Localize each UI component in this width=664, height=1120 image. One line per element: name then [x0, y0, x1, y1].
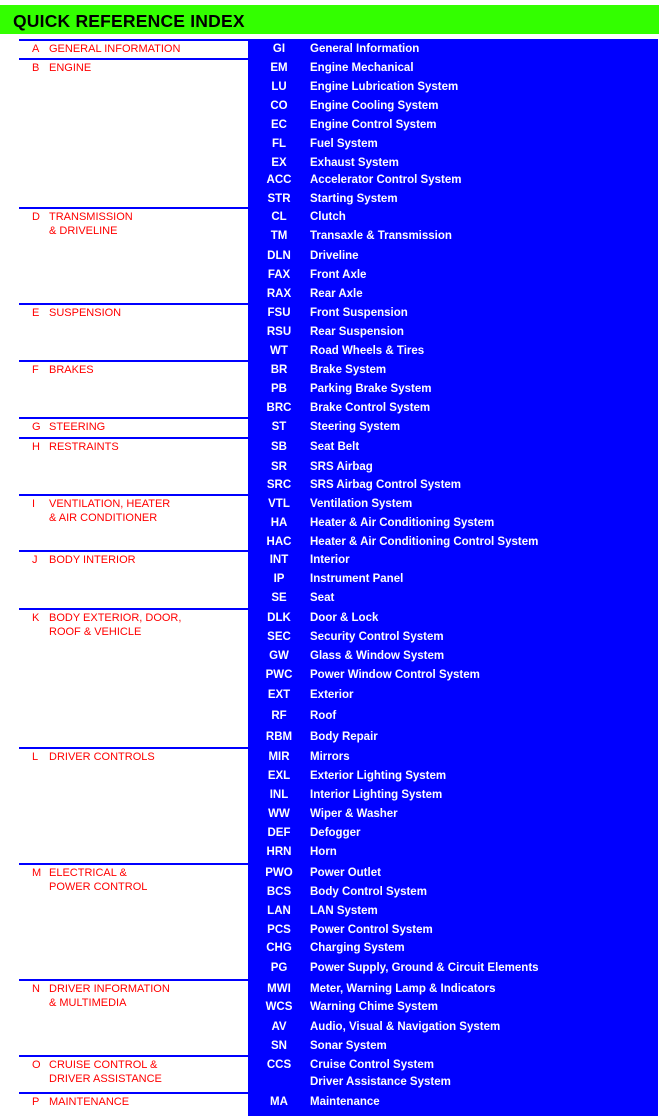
section-name[interactable]: ELECTRICAL & POWER CONTROL — [49, 867, 148, 893]
section-code[interactable]: EXL — [267, 770, 291, 782]
section-letter: D — [32, 211, 40, 223]
section-code[interactable]: ACC — [266, 174, 292, 186]
page-title: QUICK REFERENCE INDEX — [13, 11, 245, 31]
section-description[interactable]: Power Supply, Ground & Circuit Elements — [310, 962, 539, 974]
section-description[interactable]: Defogger — [310, 827, 361, 839]
section-letter: L — [32, 751, 39, 763]
section-description[interactable]: Parking Brake System — [310, 383, 432, 395]
section-name[interactable]: DRIVER INFORMATION & MULTIMEDIA — [49, 983, 170, 1009]
section-description[interactable]: Power Control System — [310, 924, 433, 936]
section-code[interactable]: CL — [271, 211, 287, 223]
section-description[interactable]: Horn — [310, 846, 337, 858]
section-code[interactable]: WCS — [265, 1001, 293, 1013]
section-description[interactable]: Audio, Visual & Navigation System — [310, 1021, 501, 1033]
section-code[interactable]: RF — [271, 710, 287, 722]
section-description[interactable]: Roof — [310, 710, 337, 722]
section-code[interactable]: DEF — [267, 827, 291, 839]
section-code[interactable]: IP — [273, 573, 285, 585]
section-name[interactable]: SUSPENSION — [49, 307, 122, 319]
section-description[interactable]: Engine Mechanical — [310, 62, 414, 74]
section-description[interactable]: Charging System — [310, 942, 405, 954]
section-description[interactable]: Heater & Air Conditioning Control System — [310, 536, 539, 548]
section-description[interactable]: Driver Assistance System — [310, 1076, 451, 1088]
section-description[interactable]: Sonar System — [310, 1040, 387, 1052]
section-name[interactable]: CRUISE CONTROL & DRIVER ASSISTANCE — [49, 1059, 162, 1085]
section-letter: F — [32, 364, 39, 376]
section-letter: K — [32, 612, 40, 624]
section-name[interactable]: GENERAL INFORMATION — [49, 43, 181, 55]
section-code[interactable]: FSU — [267, 307, 291, 319]
section-name[interactable]: BODY EXTERIOR, DOOR, ROOF & VEHICLE — [49, 612, 182, 638]
section-letter: N — [32, 983, 40, 995]
section-description[interactable]: Door & Lock — [310, 612, 379, 624]
section-description[interactable]: Power Outlet — [310, 867, 381, 879]
section-code[interactable]: SEC — [267, 631, 291, 643]
section-code[interactable]: RAX — [266, 288, 292, 300]
section-description[interactable]: Wiper & Washer — [310, 808, 398, 820]
section-code[interactable]: HA — [270, 517, 288, 529]
section-code[interactable]: PCS — [267, 924, 291, 936]
section-code[interactable]: SR — [271, 461, 287, 473]
section-code[interactable]: EXT — [267, 689, 291, 701]
section-letter: E — [32, 307, 40, 319]
section-code[interactable]: LAN — [267, 905, 291, 917]
section-description[interactable]: Rear Suspension — [310, 326, 404, 338]
section-letter: M — [32, 867, 42, 879]
section-code[interactable]: EC — [271, 119, 287, 131]
section-description[interactable]: Road Wheels & Tires — [310, 345, 425, 357]
section-description[interactable]: Engine Cooling System — [310, 100, 439, 112]
section-code[interactable]: STR — [267, 193, 291, 205]
section-code[interactable]: RSU — [266, 326, 292, 338]
section-description[interactable]: LAN System — [310, 905, 378, 917]
section-letter: P — [32, 1096, 40, 1108]
section-code[interactable]: INL — [269, 789, 289, 801]
section-description[interactable]: SRS Airbag Control System — [310, 479, 462, 491]
section-code[interactable]: MWI — [267, 983, 291, 995]
section-code[interactable]: MA — [270, 1096, 288, 1108]
section-description[interactable]: Maintenance — [310, 1096, 380, 1108]
section-description[interactable]: Brake Control System — [310, 402, 431, 414]
section-code[interactable]: FAX — [267, 269, 291, 281]
section-description[interactable]: Cruise Control System — [310, 1059, 434, 1071]
section-code[interactable]: AV — [271, 1021, 287, 1033]
section-code[interactable]: WW — [268, 808, 290, 820]
section-letter: A — [32, 43, 40, 55]
section-code[interactable]: DLK — [267, 612, 291, 624]
section-description[interactable]: Glass & Window System — [310, 650, 445, 662]
section-description[interactable]: Seat — [310, 592, 335, 604]
section-code[interactable]: FL — [271, 138, 287, 150]
section-description[interactable]: Engine Lubrication System — [310, 81, 459, 93]
section-letter: J — [32, 554, 38, 566]
section-name[interactable]: STEERING — [49, 421, 106, 433]
section-description[interactable]: Starting System — [310, 193, 398, 205]
section-code[interactable]: EM — [270, 62, 288, 74]
section-code[interactable]: ST — [271, 421, 287, 433]
section-description[interactable]: Instrument Panel — [310, 573, 404, 585]
section-code[interactable]: BR — [270, 364, 288, 376]
section-code[interactable]: PB — [271, 383, 287, 395]
section-description[interactable]: Security Control System — [310, 631, 444, 643]
section-description[interactable]: Body Control System — [310, 886, 427, 898]
section-code[interactable]: GW — [269, 650, 289, 662]
section-description[interactable]: Steering System — [310, 421, 401, 433]
section-description[interactable]: Engine Control System — [310, 119, 437, 131]
section-description[interactable]: Front Suspension — [310, 307, 408, 319]
section-name[interactable]: BRAKES — [49, 364, 94, 376]
section-code[interactable]: SRC — [266, 479, 292, 491]
section-code[interactable]: CCS — [266, 1059, 292, 1071]
section-description[interactable]: General Information — [310, 43, 420, 55]
section-code[interactable]: MIR — [268, 751, 290, 763]
section-description[interactable]: Interior Lighting System — [310, 789, 443, 801]
section-name[interactable]: VENTILATION, HEATER & AIR CONDITIONER — [49, 498, 171, 524]
section-description[interactable]: Exterior — [310, 689, 354, 701]
section-name[interactable]: BODY INTERIOR — [49, 554, 136, 566]
section-description[interactable]: Exterior Lighting System — [310, 770, 447, 782]
section-description[interactable]: Fuel System — [310, 138, 378, 150]
section-description[interactable]: Exhaust System — [310, 157, 399, 169]
section-code[interactable]: TM — [270, 230, 288, 242]
section-description[interactable]: Meter, Warning Lamp & Indicators — [310, 983, 496, 995]
section-description[interactable]: Mirrors — [310, 751, 350, 763]
section-code[interactable]: WT — [270, 345, 288, 357]
section-description[interactable]: Seat Belt — [310, 441, 360, 453]
section-letter: I — [32, 498, 36, 510]
section-name[interactable]: TRANSMISSION & DRIVELINE — [49, 211, 133, 237]
section-letter: B — [32, 62, 40, 74]
section-description[interactable]: Body Repair — [310, 731, 378, 743]
section-code[interactable]: DLN — [267, 250, 291, 262]
section-description[interactable]: Transaxle & Transmission — [310, 230, 452, 242]
section-description[interactable]: Power Window Control System — [310, 669, 480, 681]
section-description[interactable]: Brake System — [310, 364, 387, 376]
section-code[interactable]: HRN — [266, 846, 292, 858]
section-code[interactable]: PWO — [265, 867, 293, 879]
section-letter: H — [32, 441, 40, 453]
section-description[interactable]: Warning Chime System — [310, 1001, 439, 1013]
section-description[interactable]: Front Axle — [310, 269, 367, 281]
section-description[interactable]: Clutch — [310, 211, 346, 223]
section-description[interactable]: Rear Axle — [310, 288, 363, 300]
section-code[interactable]: PWC — [265, 669, 293, 681]
section-code[interactable]: INT — [269, 554, 289, 566]
section-code[interactable]: GI — [272, 43, 286, 55]
section-code[interactable]: HAC — [266, 536, 292, 548]
section-code[interactable]: BRC — [266, 402, 292, 414]
section-code[interactable]: CHG — [266, 942, 292, 954]
section-letter: G — [32, 421, 41, 433]
section-code[interactable]: SE — [271, 592, 287, 604]
section-code[interactable]: LU — [271, 81, 287, 93]
section-name[interactable]: RESTRAINTS — [49, 441, 119, 453]
section-name[interactable]: DRIVER CONTROLS — [49, 751, 155, 763]
section-code[interactable]: BCS — [266, 886, 292, 898]
section-code[interactable]: SB — [271, 441, 287, 453]
section-code[interactable]: SN — [271, 1040, 287, 1052]
section-name[interactable]: ENGINE — [49, 62, 92, 74]
section-code[interactable]: RBM — [265, 731, 293, 743]
section-description[interactable]: Ventilation System — [310, 498, 413, 510]
section-description[interactable]: SRS Airbag — [310, 461, 373, 473]
section-name[interactable]: MAINTENANCE — [49, 1096, 130, 1108]
section-description[interactable]: Interior — [310, 554, 350, 566]
section-description[interactable]: Driveline — [310, 250, 359, 262]
section-description[interactable]: Accelerator Control System — [310, 174, 462, 186]
section-letter: O — [32, 1059, 41, 1071]
section-code[interactable]: PG — [270, 962, 288, 974]
section-code[interactable]: CO — [270, 100, 288, 112]
section-code[interactable]: VTL — [268, 498, 290, 510]
section-code[interactable]: EX — [271, 157, 287, 169]
section-description[interactable]: Heater & Air Conditioning System — [310, 517, 495, 529]
